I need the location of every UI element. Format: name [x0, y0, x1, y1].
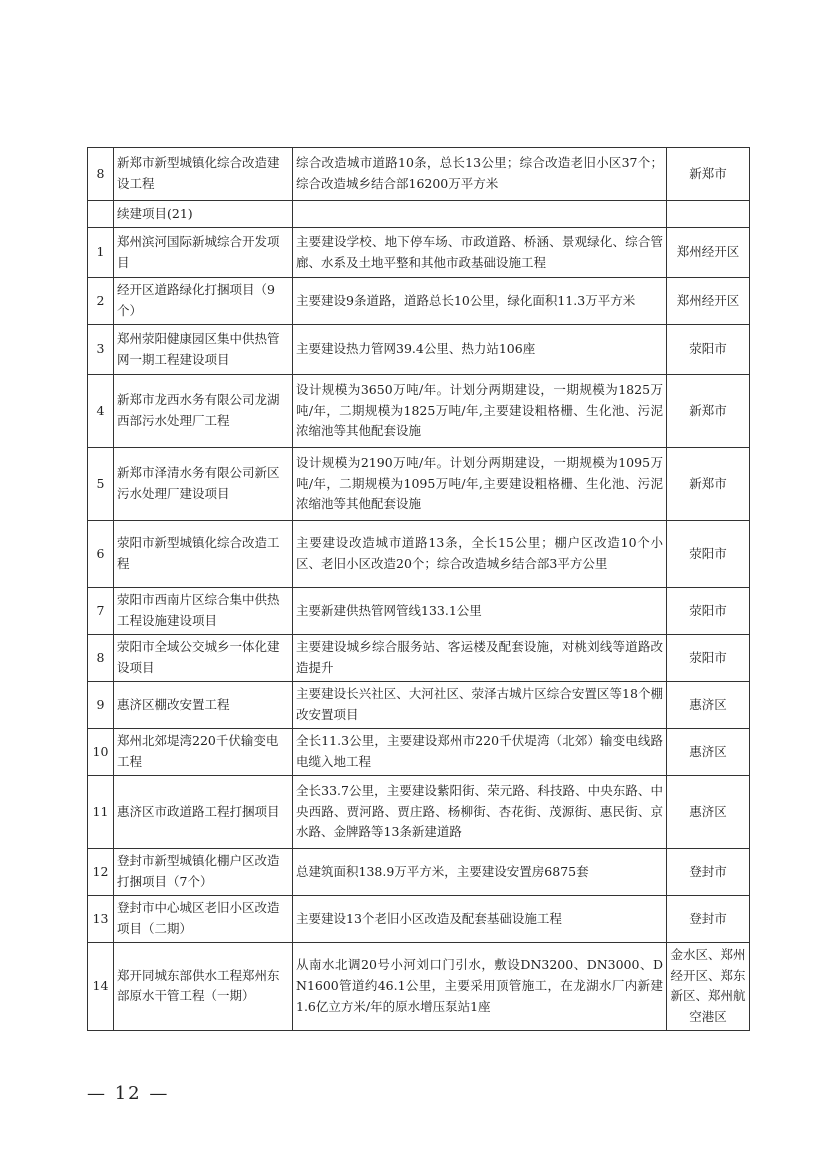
table-row	[88, 849, 750, 896]
row-number: 2	[88, 278, 114, 325]
row-number: 12	[88, 849, 114, 896]
row-number: 13	[88, 896, 114, 943]
project-description	[293, 201, 667, 228]
project-description: 主要建设长兴社区、大河社区、荥泽古城片区综合安置区等18个棚改安置项目	[293, 682, 667, 729]
table-row	[88, 776, 750, 849]
project-name: 惠济区市政道路工程打捆项目	[114, 776, 293, 849]
row-number: 11	[88, 776, 114, 849]
project-description: 设计规模为2190万吨/年。计划分两期建设，一期规模为1095万吨/年，二期规模为1095万吨/年,主要建设粗格栅、生化池、污泥浓缩池等其他配套设施	[293, 448, 667, 521]
table-row	[88, 729, 750, 776]
project-name: 郑开同城东部供水工程郑州东部原水干管工程（一期）	[114, 943, 293, 1031]
row-number: 7	[88, 588, 114, 635]
table-row	[88, 278, 750, 325]
row-number: 8	[88, 635, 114, 682]
project-region: 新郑市	[667, 148, 750, 201]
table-row	[88, 521, 750, 588]
table-row	[88, 148, 750, 201]
project-name: 荥阳市新型城镇化综合改造工程	[114, 521, 293, 588]
project-name: 荥阳市西南片区综合集中供热工程设施建设项目	[114, 588, 293, 635]
project-region: 荥阳市	[667, 635, 750, 682]
project-region: 郑州经开区	[667, 278, 750, 325]
project-name: 郑州荥阳健康园区集中供热管网一期工程建设项目	[114, 325, 293, 375]
row-number: 14	[88, 943, 114, 1031]
project-description: 主要建设9条道路，道路总长10公里，绿化面积11.3万平方米	[293, 278, 667, 325]
project-name: 续建项目(21)	[114, 201, 293, 228]
table-row	[88, 682, 750, 729]
table-row	[88, 635, 750, 682]
project-description: 全长11.3公里，主要建设郑州市220千伏堤湾（北郊）输变电线路电缆入地工程	[293, 729, 667, 776]
project-description: 主要建设13个老旧小区改造及配套基础设施工程	[293, 896, 667, 943]
project-description: 主要建设改造城市道路13条，全长15公里；棚户区改造10个小区、老旧小区改造20个；综合改造城乡结合部3平方公里	[293, 521, 667, 588]
project-table	[87, 147, 750, 1031]
project-region: 惠济区	[667, 682, 750, 729]
row-number: 1	[88, 228, 114, 278]
project-region: 荥阳市	[667, 521, 750, 588]
table-row	[88, 201, 750, 228]
project-description: 主要建设城乡综合服务站、客运楼及配套设施，对桃刘线等道路改造提升	[293, 635, 667, 682]
table-row	[88, 448, 750, 521]
project-name: 郑州北郊堤湾220千伏输变电工程	[114, 729, 293, 776]
project-description: 从南水北调20号小河刘口门引水，敷设DN3200、DN3000、DN1600管道约46.1公里，主要采用顶管施工，在龙湖水厂内新建1.6亿立方米/年的原水增压泵站1座	[293, 943, 667, 1031]
table-row	[88, 588, 750, 635]
row-number: 5	[88, 448, 114, 521]
row-number: 9	[88, 682, 114, 729]
project-description: 全长33.7公里，主要建设紫阳街、荣元路、科技路、中央东路、中央西路、贾河路、贾庄路、杨柳街、杏花街、茂源街、惠民街、京水路、金牌路等13条新建道路	[293, 776, 667, 849]
project-name: 登封市中心城区老旧小区改造项目（二期）	[114, 896, 293, 943]
table-row	[88, 896, 750, 943]
project-name: 新郑市新型城镇化综合改造建设工程	[114, 148, 293, 201]
row-number: 8	[88, 148, 114, 201]
project-name: 新郑市龙西水务有限公司龙湖西部污水处理厂工程	[114, 375, 293, 448]
project-description: 主要建设热力管网39.4公里、热力站106座	[293, 325, 667, 375]
project-region: 荥阳市	[667, 325, 750, 375]
table-row	[88, 325, 750, 375]
project-region: 惠济区	[667, 776, 750, 849]
row-number: 3	[88, 325, 114, 375]
row-number	[88, 201, 114, 228]
project-description: 主要新建供热管网管线133.1公里	[293, 588, 667, 635]
project-name: 惠济区棚改安置工程	[114, 682, 293, 729]
project-region: 郑州经开区	[667, 228, 750, 278]
project-description: 总建筑面积138.9万平方米，主要建设安置房6875套	[293, 849, 667, 896]
project-name: 登封市新型城镇化棚户区改造打捆项目（7个）	[114, 849, 293, 896]
project-region: 新郑市	[667, 375, 750, 448]
project-region: 登封市	[667, 896, 750, 943]
table-row	[88, 943, 750, 1031]
project-description: 综合改造城市道路10条，总长13公里；综合改造老旧小区37个；综合改造城乡结合部16200万平方米	[293, 148, 667, 201]
project-description: 设计规模为3650万吨/年。计划分两期建设，一期规模为1825万吨/年，二期规模为1825万吨/年,主要建设粗格栅、生化池、污泥浓缩池等其他配套设施	[293, 375, 667, 448]
project-region: 金水区、郑州经开区、郑东新区、郑州航空港区	[667, 943, 750, 1031]
page-number: — 12 —	[87, 1083, 170, 1104]
project-region: 新郑市	[667, 448, 750, 521]
project-name: 荥阳市全域公交城乡一体化建设项目	[114, 635, 293, 682]
project-region: 荥阳市	[667, 588, 750, 635]
project-name: 经开区道路绿化打捆项目（9个）	[114, 278, 293, 325]
table-row	[88, 375, 750, 448]
row-number: 4	[88, 375, 114, 448]
project-name: 郑州滨河国际新城综合开发项目	[114, 228, 293, 278]
project-region: 登封市	[667, 849, 750, 896]
row-number: 6	[88, 521, 114, 588]
row-number: 10	[88, 729, 114, 776]
project-region: 惠济区	[667, 729, 750, 776]
table-row	[88, 228, 750, 278]
project-description: 主要建设学校、地下停车场、市政道路、桥涵、景观绿化、综合管廊、水系及土地平整和其他市政基础设施工程	[293, 228, 667, 278]
project-name: 新郑市泽清水务有限公司新区污水处理厂建设项目	[114, 448, 293, 521]
project-region	[667, 201, 750, 228]
